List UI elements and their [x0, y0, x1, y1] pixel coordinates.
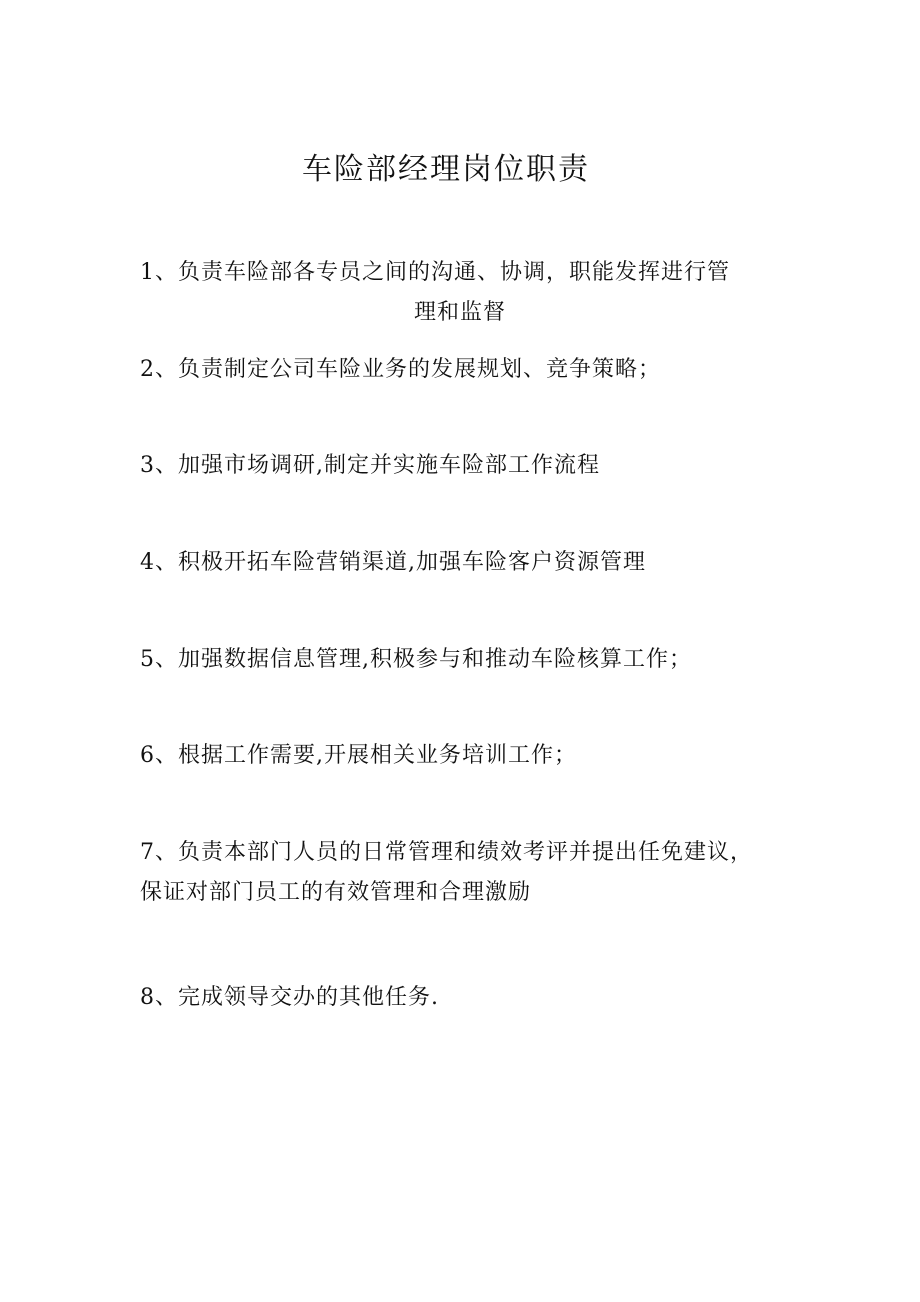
duty-item-3 [140, 446, 600, 486]
duty-item-6 [140, 736, 577, 776]
duty-item-2 [140, 350, 661, 390]
duty-item-continuation: 保证对部门员工的有效管理和合理激励 [140, 880, 532, 905]
duty-item-text: 2、负责制定公司车险业务的发展规划、竞争策略； [140, 357, 661, 382]
duty-item-text: 7、负责本部门人员的日常管理和绩效考评并提出任免建议， [140, 840, 753, 865]
duty-item-text: 4、积极开拓车险营销渠道,加强车险客户资源管理 [140, 550, 646, 575]
duty-item-1 [140, 253, 780, 333]
duty-item-5 [140, 640, 692, 680]
document-title: 车险部经理岗位职责 [302, 152, 590, 187]
duty-item-text: 5、加强数据信息管理,积极参与和推动车险核算工作； [140, 647, 692, 672]
duty-item-4 [140, 543, 646, 583]
duty-item-text: 6、根据工作需要,开展相关业务培训工作； [140, 743, 577, 768]
duty-item-text: 8、完成领导交办的其他任务. [140, 985, 439, 1010]
duty-item-continuation: 理和监督 [413, 300, 506, 325]
duty-item-8 [140, 978, 439, 1018]
duty-item-7 [140, 833, 753, 913]
duty-item-text: 1、负责车险部各专员之间的沟通、协调，职能发挥进行管 [140, 260, 730, 285]
duty-item-text: 3、加强市场调研,制定并实施车险部工作流程 [140, 453, 600, 478]
